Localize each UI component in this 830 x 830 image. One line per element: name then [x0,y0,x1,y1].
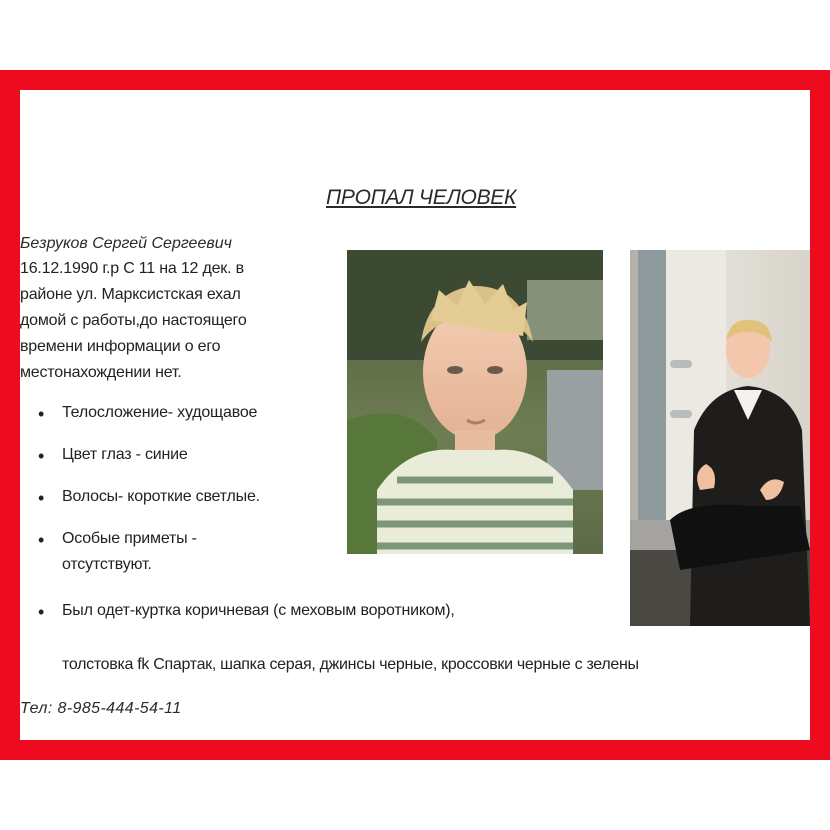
feature-item [40,530,197,574]
description-line: 16.12.1990 г.р С 11 на 12 дек. в [20,260,244,277]
feature-text: • Был одет-куртка коричневая (с меховым воротником), [62,602,455,619]
feature-item [40,446,188,464]
poster-title: ПРОПАЛ ЧЕЛОВЕК [326,186,517,209]
feature-text: • Цвет глаз - синие [62,446,188,463]
description-line: районе ул. Марксистская ехал [20,286,241,303]
feature-item [40,404,257,422]
phone-number: Тел: 8-985-444-54-11 [20,700,182,717]
feature-item [40,488,260,506]
feature-text: • Волосы- короткие светлые. [62,488,260,505]
feature-text: отсутствуют. [62,556,152,573]
description-line: домой с работы,до настоящего [20,312,247,329]
portrait-photo-2-graphic [630,250,810,626]
portrait-photo-2 [630,250,810,626]
portrait-photo-1 [347,250,603,554]
description-line: времени информации о его [20,338,221,355]
feature-text: • Особые приметы - [62,530,197,547]
description-line: местонахождении нет. [20,364,182,381]
feature-text: • Телосложение- худощавое [62,404,258,421]
clothing-continued: толстовка fk Спартак, шапка серая, джинсы черные, кроссовки черные с зелены [62,656,639,673]
portrait-photo-1-graphic [347,250,603,554]
poster-sheet [20,90,810,740]
feature-item [40,602,455,620]
person-name: Безруков Сергей Сергеевич [20,235,232,252]
red-border-frame [0,70,830,760]
